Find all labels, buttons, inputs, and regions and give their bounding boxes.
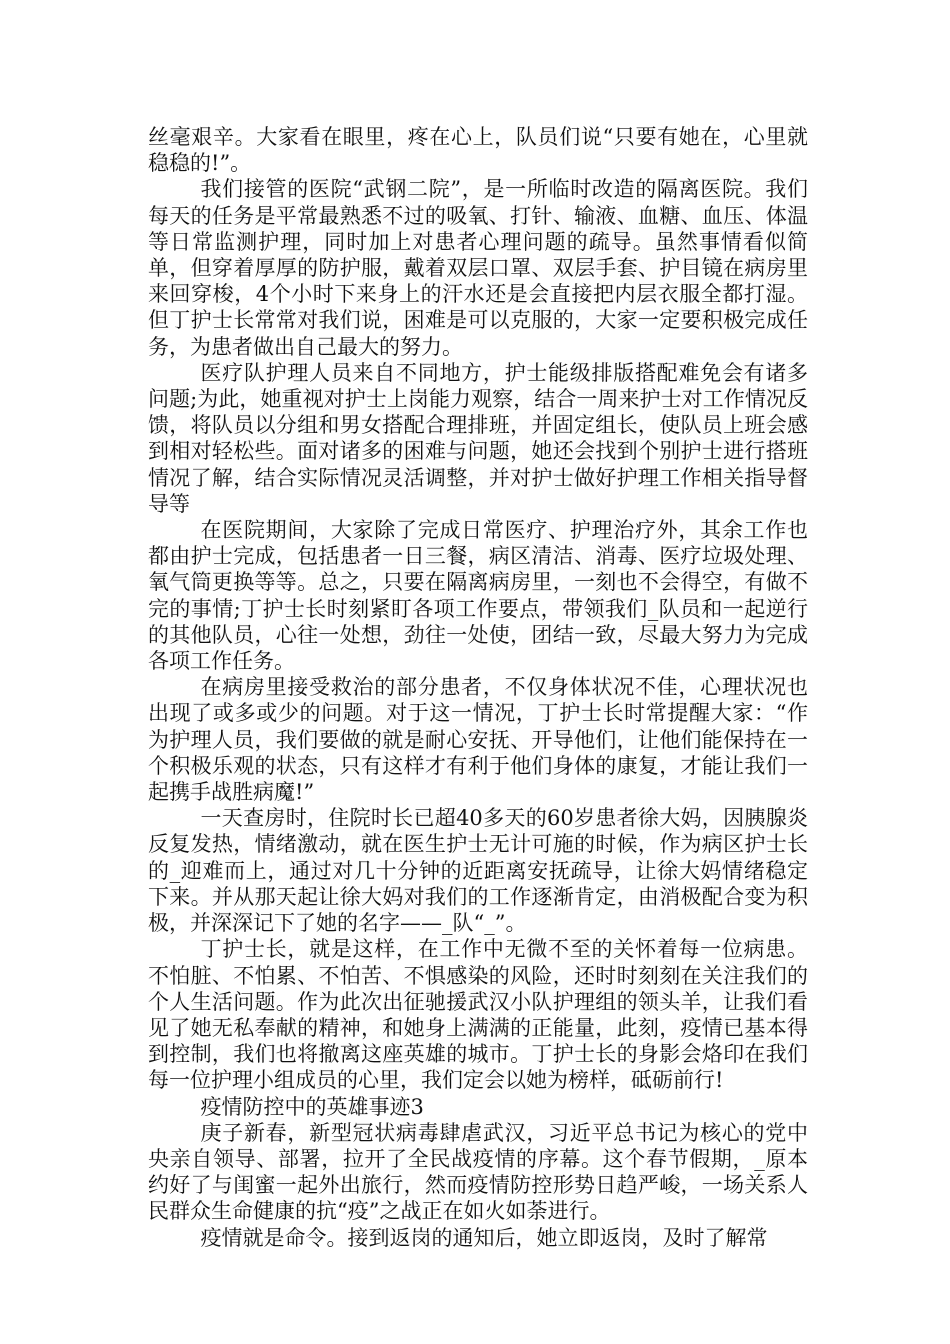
section-title: 疫情防控中的英雄事迹3 xyxy=(200,1094,424,1119)
paragraph-4: 在医院期间，大家除了完成日常医疗、护理治疗外，其余工作也都由护士完成，包括患者一日三餐，病区清洁、消毒、医疗垃圾处理、氧气筒更换等等。总之，只要在隔离病房里，一刻也不会得空，有做不完的事情;丁护士长时刻紧盯各项工作要点，带领我们_队员和一起逆行的其他队员，心往一处想，劲往一处使，团结一致，尽最大努力为完成各项工作任务。 xyxy=(148,518,808,674)
paragraph-5: 在病房里接受救治的部分患者，不仅身体状况不佳，心理状况也出现了或多或少的问题。对于这一情况，丁护士长时常提醒大家：“作为护理人员，我们要做的就是耐心安抚、开导他们，让他们能保持在一个积极乐观的状态，只有这样才有利于他们身体的康复，才能让我们一起携手战胜病魔!” xyxy=(148,675,808,805)
paragraph-2: 我们接管的医院“武钢二院”，是一所临时改造的隔离医院。我们每天的任务是平常最熟悉不过的吸氧、打针、输液、血糖、血压、体温等日常监测护理，同时加上对患者心理问题的疏导。虽然事情看似简单，但穿着厚厚的防护服，戴着双层口罩、双层手套、护目镜在病房里来回穿梭，4个小时下来身上的汗水还是会直接把内层衣服全都打湿。但丁护士长常常对我们说，困难是可以克服的，大家一定要积极完成任务，为患者做出自己最大的努力。 xyxy=(148,177,808,359)
paragraph-7: 丁护士长，就是这样，在工作中无微不至的关怀着每一位病患。不怕脏、不怕累、不怕苦、不惧感染的风险，还时时刻刻在关注我们的个人生活问题。作为此次出征驰援武汉小队护理组的领头羊，让我们看见了她无私奉献的精神，和她身上满满的正能量，此刻，疫情已基本得到控制，我们也将撤离这座英雄的城市。丁护士长的身影会烙印在我们每一位护理小组成员的心里，我们定会以她为榜样，砥砺前行! xyxy=(148,937,808,1093)
document-page xyxy=(148,124,808,1251)
section-paragraph-1: 庚子新春，新型冠状病毒肆虐武汉，习近平总书记为核心的党中央亲自领导、部署，拉开了全民战疫情的序幕。这个春节假期，_原本约好了与闺蜜一起外出旅行，然而疫情防控形势日趋严峻，一场关系人民群众生命健康的抗“疫”之战正在如火如荼进行。 xyxy=(148,1120,808,1224)
paragraph-6: 一天查房时，住院时长已超40多天的60岁患者徐大妈，因胰腺炎反复发热，情绪激动，就在医生护士无计可施的时候，作为病区护士长的_迎难而上，通过对几十分钟的近距离安抚疏导，让徐大妈情绪稳定下来。并从那天起让徐大妈对我们的工作逐渐肯定，由消极配合变为积极，并深深记下了她的名字——_队“_”。 xyxy=(148,806,808,936)
section-paragraph-2: 疫情就是命令。接到返岗的通知后，她立即返岗，及时了解常 xyxy=(200,1225,768,1250)
paragraph-3: 医疗队护理人员来自不同地方，护士能级排版搭配难免会有诸多问题;为此，她重视对护士上岗能力观察，结合一周来护士对工作情况反馈，将队员以分组和男女搭配合理排班，并固定组长，使队员上班会感到相对轻松些。面对诸多的困难与问题，她还会找到个别护士进行搭班情况了解，结合实际情况灵活调整，并对护士做好护理工作相关指导督导等 xyxy=(148,360,808,516)
paragraph-1: 丝毫艰辛。大家看在眼里，疼在心上，队员们说“只要有她在，心里就稳稳的!”。 xyxy=(148,125,808,176)
